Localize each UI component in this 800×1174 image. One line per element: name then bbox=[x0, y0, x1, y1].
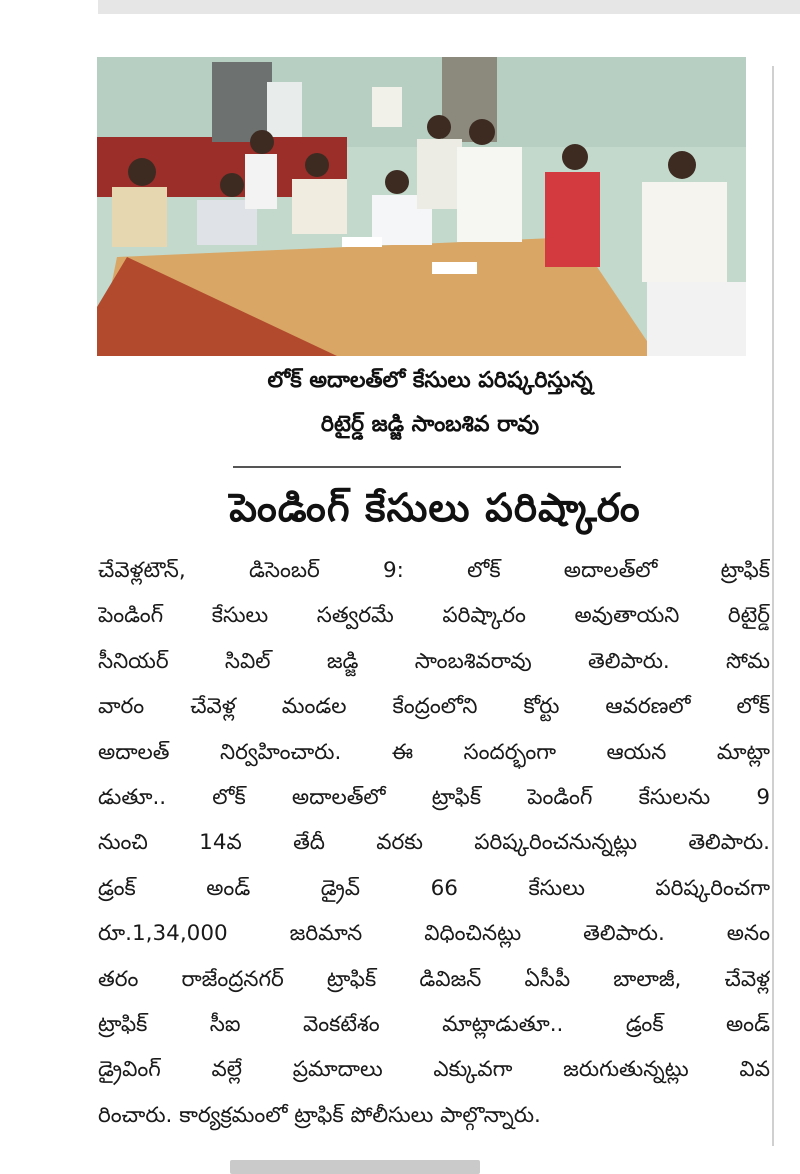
body-line: రించారు. కార్యక్రమంలో ట్రాఫిక్ పోలీసులు పాల్గొన్నారు. bbox=[98, 1102, 541, 1128]
column-rule bbox=[772, 66, 774, 1146]
photo-caption-line-2: రిటైర్డ్ జడ్జి సాంబశివ రావు bbox=[320, 412, 540, 437]
body-line: తరం రాజేంద్రనగర్ ట్రాఫిక్ డివిజన్ ఏసీపీ బాలాజీ, చేవెళ్ల bbox=[98, 966, 770, 992]
body-line: పెండింగ్ కేసులు సత్వరమే పరిష్కారం అవుతాయని రిటైర్డ్ bbox=[98, 603, 770, 629]
photo-caption-line-1: లోక్ అదాలత్‌లో కేసులు పరిష్కరిస్తున్న bbox=[267, 368, 593, 393]
body-line: నుంచి 14వ తేదీ వరకు పరిష్కరించనున్నట్లు తెలిపారు. bbox=[98, 830, 770, 856]
news-photo bbox=[97, 57, 746, 356]
body-line: సీనియర్ సివిల్ జడ్జి సాంబశివరావు తెలిపారు. సోమ bbox=[98, 648, 770, 674]
body-line: చేవెళ్లటౌన్, డిసెంబర్ 9: లోక్ అదాలత్‌లో ట్రాఫిక్ bbox=[98, 558, 770, 583]
body-line: ట్రాఫిక్ సీఐ వెంకటేశం మాట్లాడుతూ.. డ్రంక్ అండ్ bbox=[98, 1011, 770, 1037]
body-line: రూ.1,34,000 జరిమాన విధించినట్లు తెలిపారు. అనం bbox=[98, 921, 770, 947]
body-line: వారం చేవెళ్ల మండల కేంద్రంలోని కోర్టు ఆవరణలో లోక్ bbox=[98, 694, 770, 720]
body-line: డ్రైవింగ్ వల్లే ప్రమాదాలు ఎక్కువగా జరుగుతున్నట్లు వివ bbox=[98, 1057, 770, 1083]
top-strip bbox=[98, 0, 800, 14]
caption-divider bbox=[233, 466, 621, 468]
article-body bbox=[98, 548, 770, 1138]
body-line: అదాలత్ నిర్వహించారు. ఈ సందర్భంగా ఆయన మాట్లా bbox=[98, 739, 770, 765]
body-line: డ్రంక్ అండ్ డ్రైవ్ 66 కేసులు పరిష్కరించగా bbox=[98, 875, 770, 901]
photo-illustration bbox=[97, 57, 746, 356]
body-line: డుతూ.. లోక్ అదాలత్‌లో ట్రాఫిక్ పెండింగ్ కేసులను 9 bbox=[98, 784, 770, 810]
next-article-fragment bbox=[230, 1160, 480, 1174]
headline: పెండింగ్ కేసులు పరిష్కారం bbox=[229, 486, 641, 531]
